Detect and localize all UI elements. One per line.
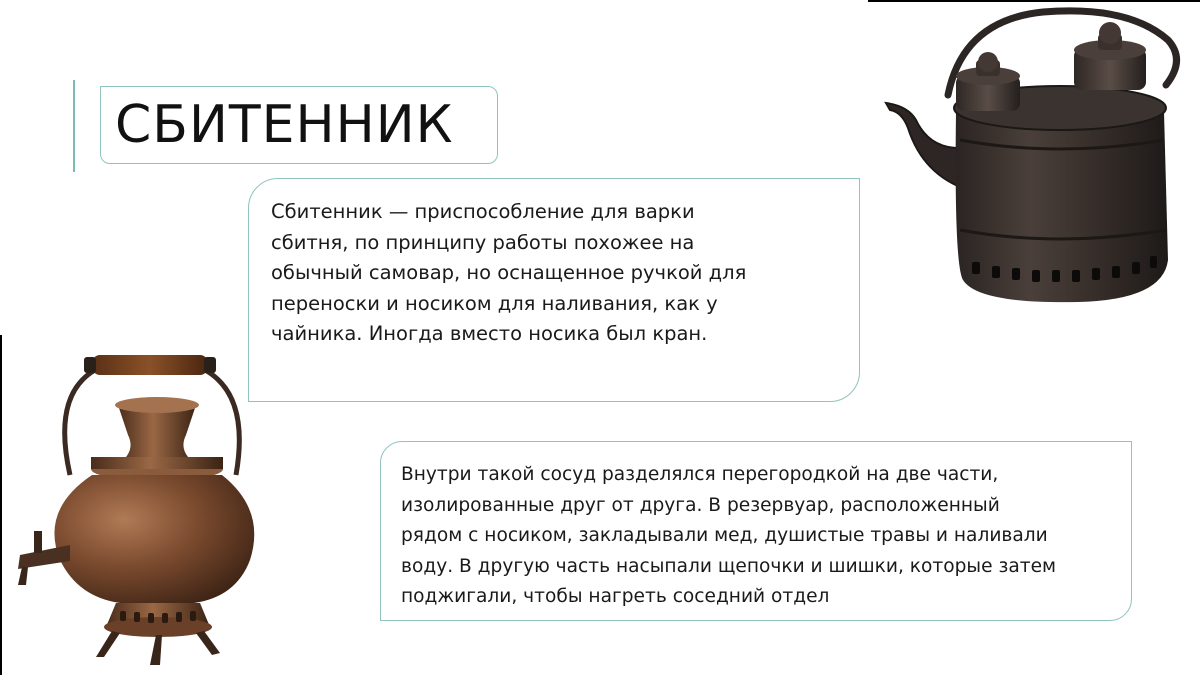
sbitennik-samovar-photo: [0, 335, 262, 675]
paragraph2-line: изолированные друг от друга. В резервуар, расположенный: [401, 494, 1000, 516]
paragraph1-line: чайника. Иногда вместо носика был кран.: [271, 322, 708, 345]
samovar-illustration: [0, 335, 262, 675]
paragraph1-line: переноски и носиком для наливания, как у: [271, 291, 718, 315]
image-edge-line: [0, 335, 2, 675]
slide-title: СБИТЕННИК: [115, 95, 454, 155]
title-box: [100, 86, 498, 164]
description-text-box: [380, 441, 1132, 621]
image-edge-line: [868, 0, 1200, 2]
paragraph1-line: сбитня, по принципу работы похожее на: [271, 230, 695, 254]
definition-text-box: [248, 178, 860, 402]
paragraph1-line: Сбитенник — приспособление для варки: [271, 200, 695, 223]
paragraph2-line: Внутри такой сосуд разделялся перегородкой на две части,: [401, 464, 999, 485]
paragraph2-line: воду. В другую часть насыпали щепочки и шишки, которые затем: [401, 555, 1057, 577]
kettle-illustration: [868, 0, 1200, 310]
paragraph1-line: обычный самовар, но оснащенное ручкой для: [271, 261, 747, 284]
paragraph2-line: поджигали, чтобы нагреть соседний отдел: [401, 586, 830, 607]
title-accent-line: [73, 80, 75, 172]
paragraph2-line: рядом с носиком, закладывали мед, душистые травы и наливали: [401, 525, 1048, 546]
sbitennik-kettle-photo: [868, 0, 1200, 310]
